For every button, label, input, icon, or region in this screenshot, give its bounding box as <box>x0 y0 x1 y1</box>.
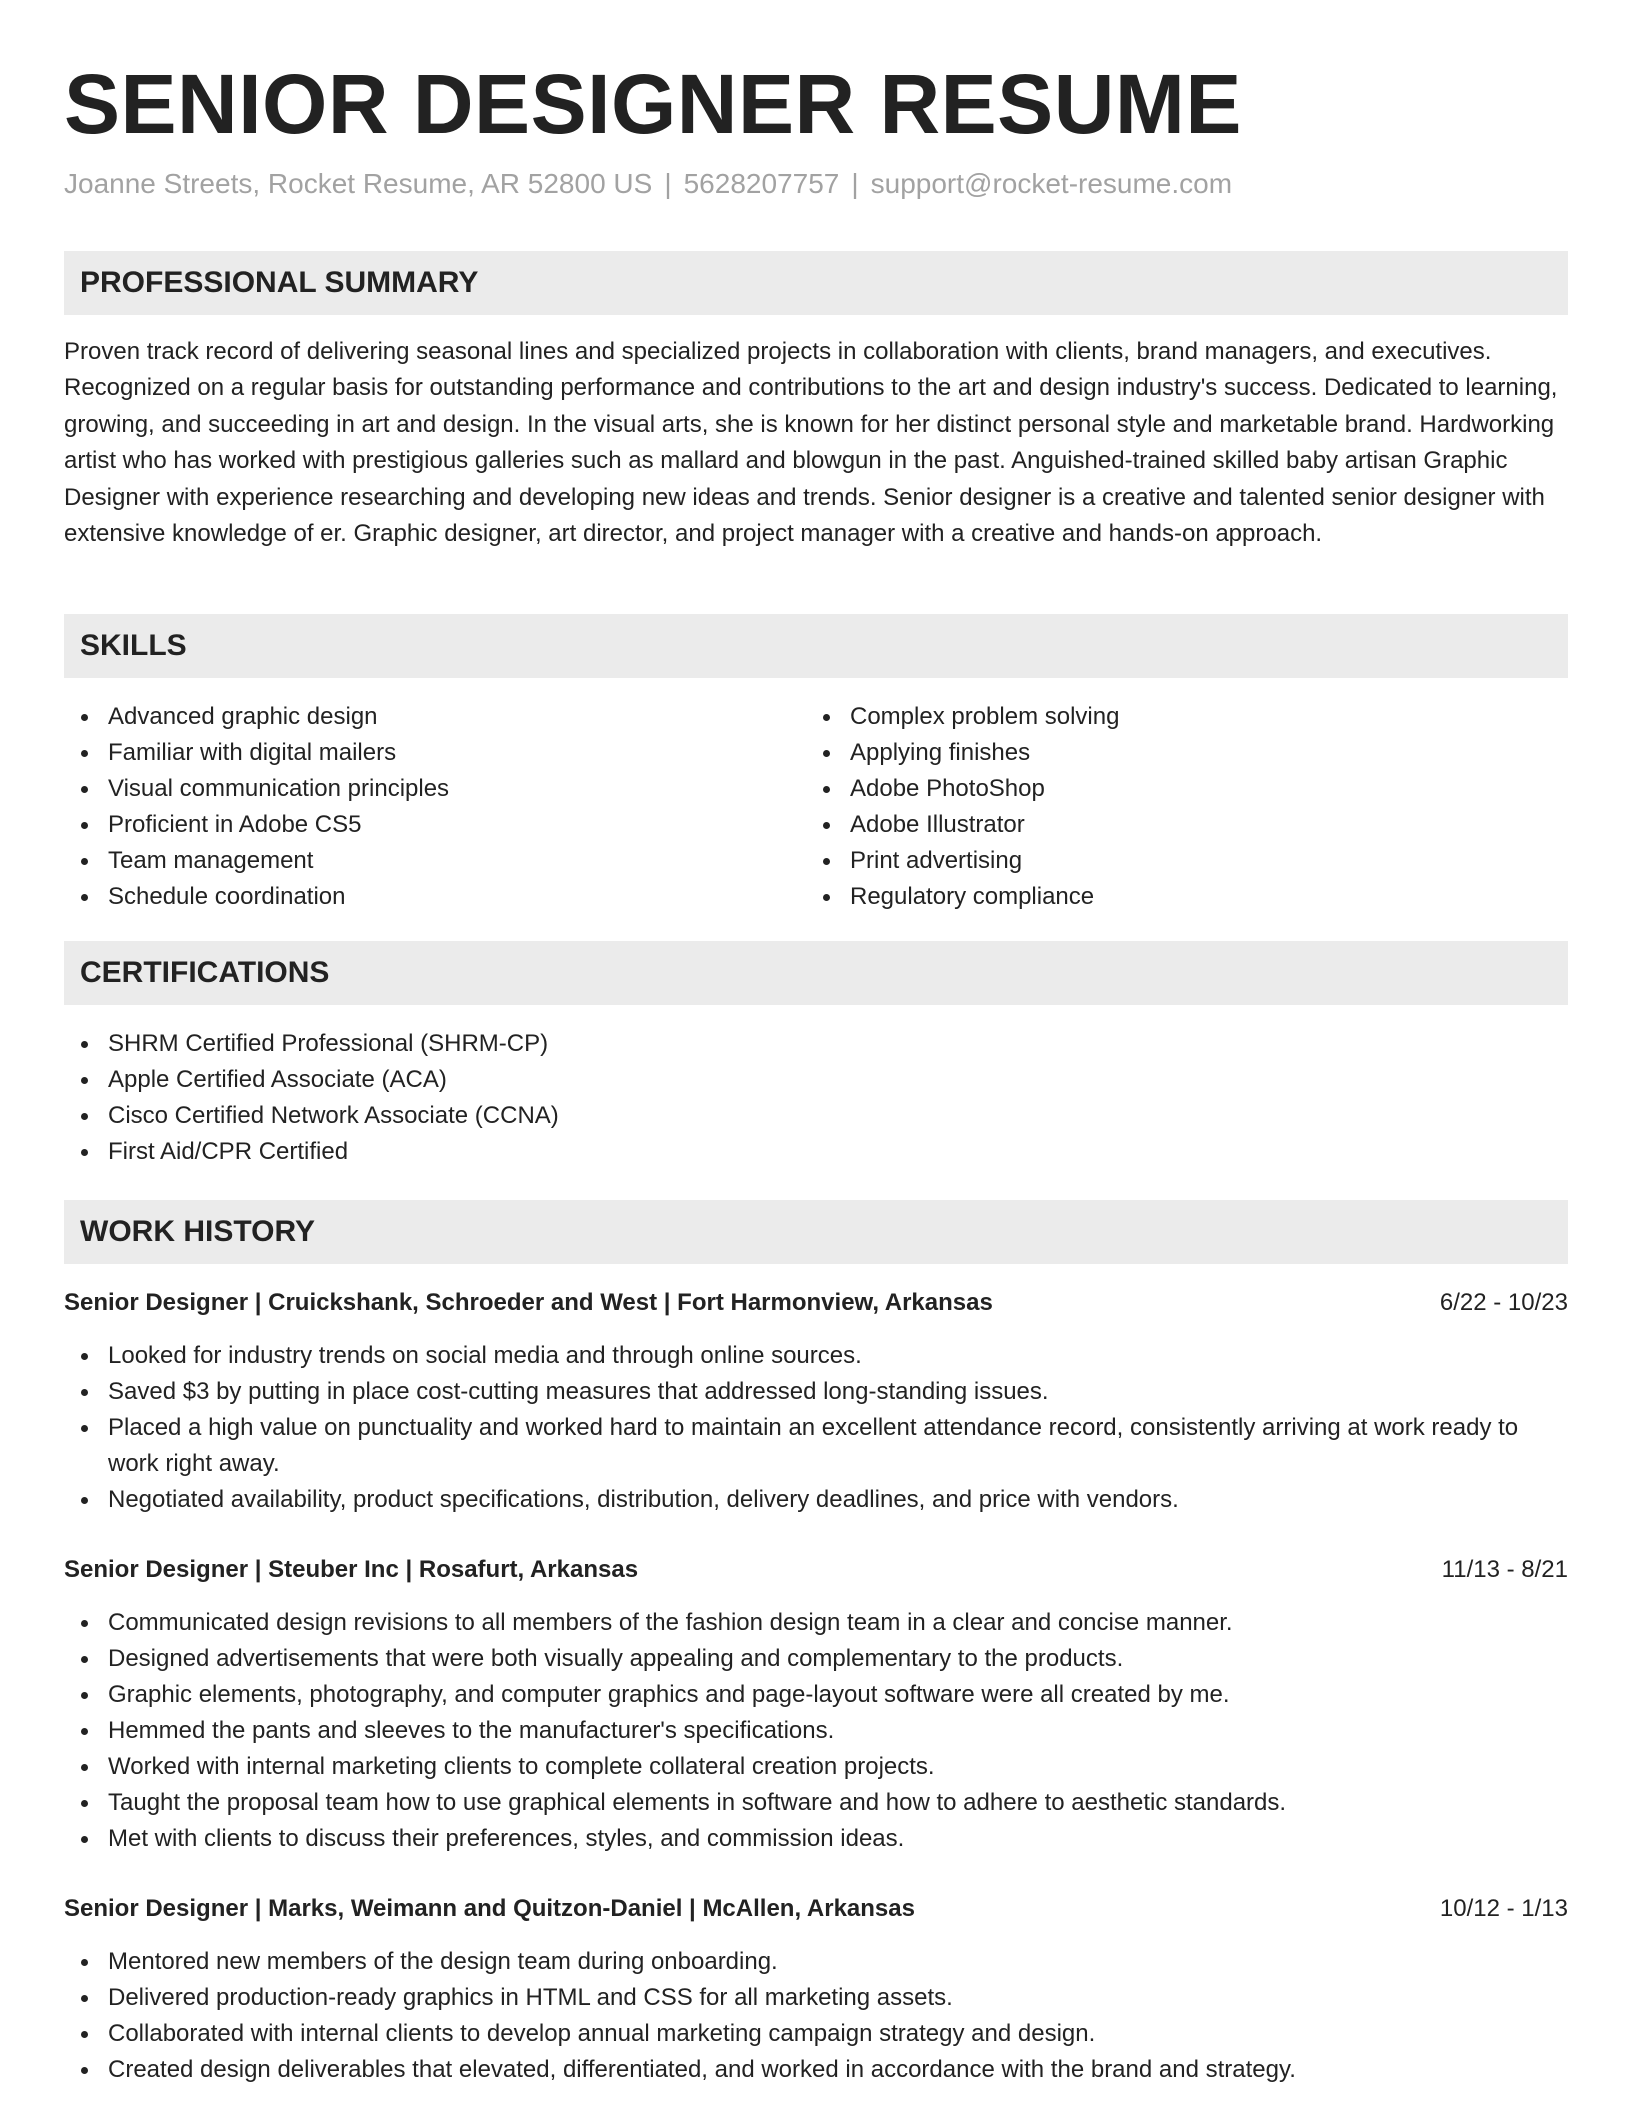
list-item: Regulatory compliance <box>806 879 1546 915</box>
resume-title: SENIOR DESIGNER RESUME <box>64 57 1242 151</box>
job-title: Senior Designer | Cruickshank, Schroeder and West | Fort Harmonview, Arkansas <box>64 1289 993 1316</box>
list-item: Complex problem solving <box>806 699 1546 735</box>
job-bullets <box>64 1944 1568 2088</box>
summary-paragraph: Proven track record of delivering seasonal lines and specialized projects in collaboration with clients, brand managers, and executives. Recognized on a regular basis for outstanding performance and contributions to the art and design industry's success. Dedicated to learning, growing, and succeeding in art and design. In the visual arts, she is known for her distinct personal style and marketable brand. Hardworking artist who has worked with prestigious galleries such as mallard and blowgun in the past. Anguished-trained skilled baby artisan Graphic Designer with experience researching and developing new ideas and trends. Senior designer is a creative and talented senior designer with extensive knowledge of er. Graphic designer, art director, and project manager with a creative and hands-on approach. <box>64 338 1558 548</box>
list-item: Adobe Illustrator <box>806 807 1546 843</box>
section-heading-summary: PROFESSIONAL SUMMARY <box>64 251 1568 315</box>
skills-column-right <box>806 699 1546 915</box>
list-item: Met with clients to discuss their preferences, styles, and commission ideas. <box>64 1821 1568 1857</box>
list-item: Placed a high value on punctuality and worked hard to maintain an excellent attendance record, consistently arriving at work ready to work right away. <box>64 1410 1568 1482</box>
list-item: First Aid/CPR Certified <box>64 1134 1568 1170</box>
job-bullets <box>64 1338 1568 1518</box>
list-item: Taught the proposal team how to use graphical elements in software and how to adhere to aesthetic standards. <box>64 1785 1568 1821</box>
list-item: Mentored new members of the design team during onboarding. <box>64 1944 1568 1980</box>
list-item: Schedule coordination <box>64 879 804 915</box>
list-item: Created design deliverables that elevated, differentiated, and worked in accordance with the brand and strategy. <box>64 2052 1568 2088</box>
job-dates: 6/22 - 10/23 <box>1439 1289 1568 1316</box>
contact-address: Joanne Streets, Rocket Resume, AR 52800 US <box>64 168 653 199</box>
job-header <box>64 1891 1568 1927</box>
list-item: Adobe PhotoShop <box>806 771 1546 807</box>
skills-column-left <box>64 699 804 915</box>
job-bullets <box>64 1605 1568 1857</box>
list-item: SHRM Certified Professional (SHRM-CP) <box>64 1026 1568 1062</box>
job-header <box>64 1285 1568 1321</box>
list-item: Communicated design revisions to all members of the fashion design team in a clear and concise manner. <box>64 1605 1568 1641</box>
list-item: Familiar with digital mailers <box>64 735 804 771</box>
list-item: Advanced graphic design <box>64 699 804 735</box>
skills-list-right <box>806 699 1546 915</box>
skills-list-left <box>64 699 804 915</box>
contact-phone: 5628207757 <box>683 168 840 199</box>
list-item: Team management <box>64 843 804 879</box>
list-item: Proficient in Adobe CS5 <box>64 807 804 843</box>
list-item: Collaborated with internal clients to develop annual marketing campaign strategy and design. <box>64 2016 1568 2052</box>
section-heading-certifications: CERTIFICATIONS <box>64 941 1568 1005</box>
list-item: Cisco Certified Network Associate (CCNA) <box>64 1098 1568 1134</box>
job-header <box>64 1552 1568 1588</box>
contact-email: support@rocket-resume.com <box>870 168 1233 199</box>
job-title: Senior Designer | Steuber Inc | Rosafurt, Arkansas <box>64 1556 639 1583</box>
list-item: Apple Certified Associate (ACA) <box>64 1062 1568 1098</box>
job-title: Senior Designer | Marks, Weimann and Quitzon-Daniel | McAllen, Arkansas <box>64 1895 915 1922</box>
certifications-list <box>64 1026 1568 1170</box>
list-item: Hemmed the pants and sleeves to the manufacturer's specifications. <box>64 1713 1568 1749</box>
list-item: Negotiated availability, product specifications, distribution, delivery deadlines, and price with vendors. <box>64 1482 1568 1518</box>
list-item: Designed advertisements that were both visually appealing and complementary to the products. <box>64 1641 1568 1677</box>
list-item: Looked for industry trends on social media and through online sources. <box>64 1338 1568 1374</box>
contact-separator: | <box>851 168 859 199</box>
contact-separator: | <box>664 168 672 199</box>
list-item: Applying finishes <box>806 735 1546 771</box>
list-item: Saved $3 by putting in place cost-cutting measures that addressed long-standing issues. <box>64 1374 1568 1410</box>
section-heading-skills: SKILLS <box>64 614 1568 678</box>
section-heading-work-history: WORK HISTORY <box>64 1200 1568 1264</box>
job-dates: 11/13 - 8/21 <box>1441 1556 1568 1583</box>
list-item: Visual communication principles <box>64 771 804 807</box>
job-dates: 10/12 - 1/13 <box>1439 1895 1568 1922</box>
list-item: Delivered production-ready graphics in HTML and CSS for all marketing assets. <box>64 1980 1568 2016</box>
list-item: Graphic elements, photography, and computer graphics and page-layout software were all created by me. <box>64 1677 1568 1713</box>
contact-line <box>64 164 1232 204</box>
list-item: Worked with internal marketing clients to complete collateral creation projects. <box>64 1749 1568 1785</box>
list-item: Print advertising <box>806 843 1546 879</box>
